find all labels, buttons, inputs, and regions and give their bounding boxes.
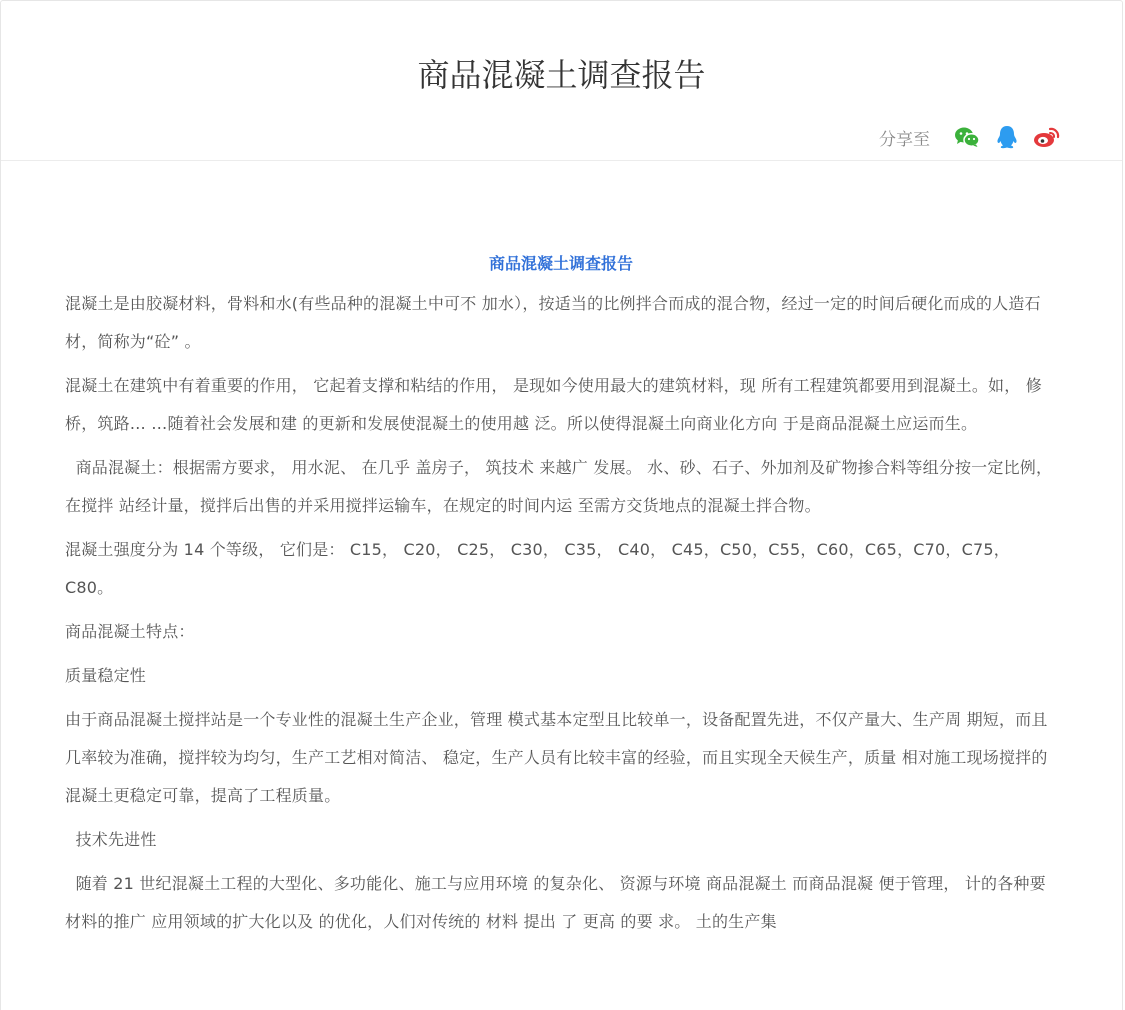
paragraph: 商品混凝土特点： — [65, 622, 195, 641]
article-body — [65, 161, 1057, 947]
document-header — [1, 1, 1122, 161]
paragraph: 质量稳定性 — [65, 666, 147, 685]
qq-icon[interactable] — [992, 123, 1022, 151]
paragraph: 技术先进性 — [65, 830, 157, 849]
paragraph: 随着 21 世纪混凝土工程的大型化、多功能化、施工与应用环境 的复杂化、 资源与环境 商品混凝土 而商品混凝 便于管理， 计的各种要 材料的推广 应用领域的扩大化以及 的优化，人们对传统的 材料 提出 了 更高 的要 求。 土的生产集 — [65, 874, 1052, 931]
wechat-icon[interactable] — [952, 123, 982, 151]
paragraph: 由于商品混凝土搅拌站是一个专业性的混凝土生产企业，管理 模式基本定型且比较单一，设备配置先进，不仅产量大、生产周 期短，而且几率较为准确，搅拌较为均匀，生产工艺相对简洁、 稳定，生产人员有比较丰富的经验，而且实现全天候生产，质量 相对施工现场搅拌的混凝土更稳定可靠，提高了工程质量。 — [65, 710, 1048, 805]
paragraph: 混凝土强度分为 14 个等级， 它们是： C15， C20， C25， C30， C35， C40， C45，C50，C55，C60，C65，C70，C75，C80。 — [65, 540, 1010, 597]
share-label: 分享至 — [879, 129, 930, 150]
weibo-icon[interactable] — [1032, 123, 1062, 151]
share-bar — [879, 123, 1062, 151]
paragraph: 混凝土是由胶凝材料，骨料和水(有些品种的混凝土中可不 加水），按适当的比例拌合而成的混合物，经过一定的时间后硬化而成的人造石材，简称为“砼” 。 — [65, 294, 1041, 351]
paragraph: 商品混凝土：根据需方要求， 用水泥、 在几乎 盖房子， 筑技术 来越广 发展。 水、砂、石子、外加剂及矿物掺合料等组分按一定比例，在搅拌 站经计量，搅拌后出售的并采用搅拌运输车，在规定的时间内运 至需方交货地点的混凝土拌合物。 — [65, 458, 1053, 515]
article-heading: 商品混凝土调查报告 — [488, 254, 633, 273]
page-title: 商品混凝土调查报告 — [417, 56, 706, 94]
paragraph: 混凝土在建筑中有着重要的作用， 它起着支撑和粘结的作用， 是现如今使用最大的建筑材料，现 所有工程建筑都要用到混凝土。如， 修桥，筑路… …随着社会发展和建 的更新和发展使混凝土的使用越 泛。所以使得混凝土向商业化方向 于是商品混凝土应运而生。 — [65, 376, 1042, 433]
